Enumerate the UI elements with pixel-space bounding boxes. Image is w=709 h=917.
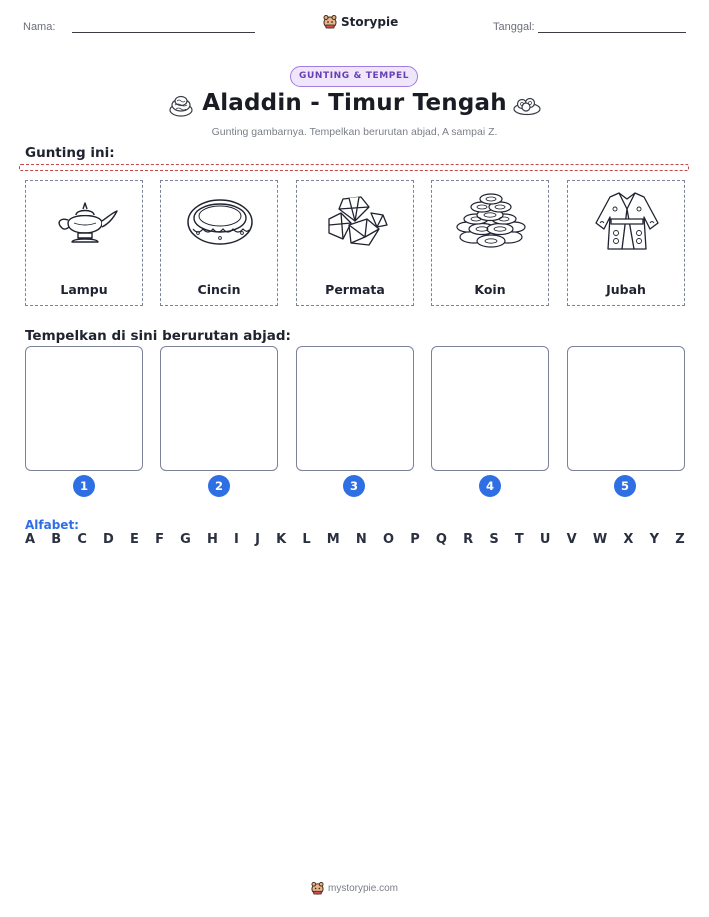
alphabet-letter: G [180, 532, 191, 547]
slot-number: 2 [208, 475, 230, 497]
alphabet-letter: Z [675, 532, 685, 547]
ring-icon [185, 189, 255, 251]
slot-number: 1 [73, 475, 95, 497]
cut-heading: Gunting ini: [25, 145, 115, 161]
cut-line [19, 164, 689, 171]
card-label: Koin [474, 282, 506, 297]
slot-number: 5 [614, 475, 636, 497]
alphabet-letter: A [25, 532, 36, 547]
cut-card-permata[interactable] [296, 180, 414, 306]
name-line[interactable] [72, 32, 255, 33]
paste-heading: Tempelkan di sini berurutan abjad: [25, 328, 291, 344]
robe-icon [592, 189, 662, 251]
alphabet-letter: L [302, 532, 311, 547]
alphabet-letter: V [566, 532, 577, 547]
slot-number: 4 [479, 475, 501, 497]
paste-slot-3[interactable] [296, 346, 414, 471]
brand-name: Storypie [341, 14, 399, 29]
alphabet-letter: I [234, 532, 239, 547]
card-label: Cincin [197, 282, 241, 297]
card-label: Jubah [606, 282, 646, 297]
paste-slot-4[interactable] [431, 346, 549, 471]
cut-card-lampu[interactable] [25, 180, 143, 306]
cut-card-jubah[interactable] [567, 180, 685, 306]
alphabet-letter: M [326, 532, 340, 547]
alphabet-letter: Q [435, 532, 447, 547]
activity-badge: GUNTING & TEMPEL [290, 66, 418, 87]
date-line[interactable] [538, 32, 686, 33]
alphabet-letter: J [255, 532, 260, 547]
alphabet-letter: O [382, 532, 395, 547]
brand-logo [323, 14, 398, 29]
cut-card-koin[interactable] [431, 180, 549, 306]
magic-lamp-icon [50, 189, 120, 251]
alphabet-letter: W [592, 532, 608, 547]
alphabet-letter: T [514, 532, 524, 547]
right-decoration-icon [512, 94, 542, 116]
cut-card-cincin[interactable] [160, 180, 278, 306]
alphabet-letter: C [77, 532, 87, 547]
instructions: Gunting gambarnya. Tempelkan berurutan abjad, A sampai Z. [211, 126, 498, 138]
date-label: Tanggal: [493, 21, 535, 33]
paste-slot-5[interactable] [567, 346, 685, 471]
alphabet-letter: R [463, 532, 474, 547]
alphabet-letter: K [276, 532, 287, 547]
alphabet-label: Alfabet: [25, 518, 79, 532]
name-label: Nama: [23, 21, 56, 33]
alphabet-letter: N [355, 532, 367, 547]
alphabet-row [25, 532, 685, 547]
gems-icon [321, 189, 391, 251]
card-label: Permata [325, 282, 385, 297]
card-label: Lampu [60, 282, 108, 297]
alphabet-letter: B [51, 532, 62, 547]
paste-slot-2[interactable] [160, 346, 278, 471]
alphabet-letter: D [103, 532, 114, 547]
alphabet-letter: H [206, 532, 218, 547]
footer [0, 881, 709, 895]
paste-slot-1[interactable] [25, 346, 143, 471]
alphabet-letter: X [623, 532, 634, 547]
alphabet-letter: Y [649, 532, 660, 547]
alphabet-letter: E [130, 532, 139, 547]
page-title: Aladdin - Timur Tengah [202, 90, 507, 116]
slot-number: 3 [343, 475, 365, 497]
storypie-mascot-icon [323, 14, 337, 29]
alphabet-letter: F [155, 532, 164, 547]
alphabet-letter: U [539, 532, 551, 547]
storypie-mascot-icon [311, 881, 324, 895]
coins-icon [456, 189, 526, 251]
alphabet-letter: S [489, 532, 499, 547]
alphabet-letter: P [410, 532, 420, 547]
footer-url[interactable]: mystorypie.com [327, 882, 398, 894]
